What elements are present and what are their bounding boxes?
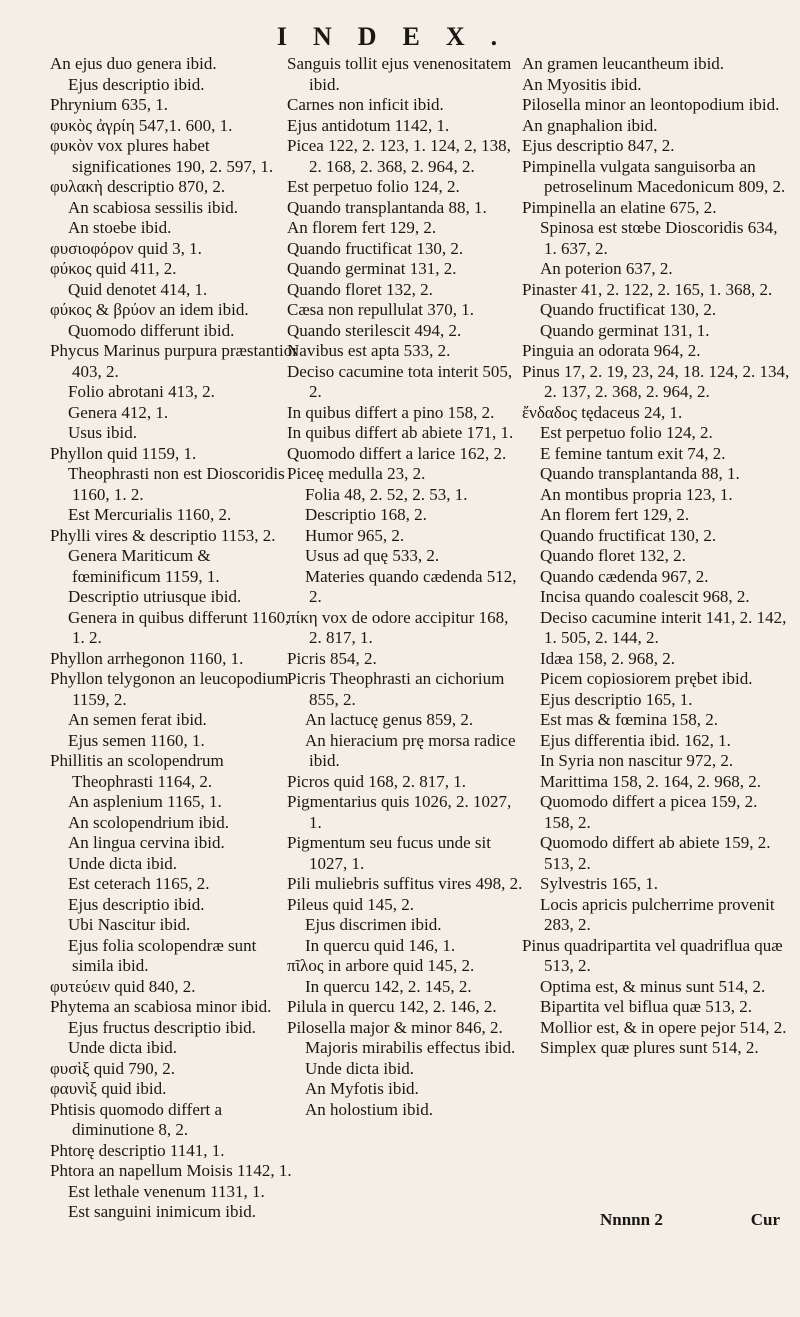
index-entry: Ejus discrimen ibid.	[305, 915, 442, 934]
index-entry: Est perpetuo folio 124, 2.	[287, 177, 460, 196]
index-entry: In Syria non nascitur 972, 2.	[540, 751, 734, 770]
index-entry: Quando fructificat 130, 2.	[540, 525, 717, 545]
index-entry: Phylli vires & descriptio 1153, 2.	[50, 525, 276, 545]
index-entry: Phytema an scabiosa minor ibid.	[50, 997, 272, 1016]
index-entry: Est Mercurialis 1160, 2.	[68, 505, 232, 524]
index-entry: Quando transplantanda 88, 1.	[287, 197, 487, 217]
index-entry: Ejus descriptio 847, 2.	[522, 136, 675, 155]
index-entry: An gramen leucantheum ibid.	[522, 54, 725, 73]
index-entry: An semen ferat ibid.	[68, 710, 207, 729]
index-entry: Est sanguini inimicum ibid.	[68, 1202, 256, 1221]
index-entry: Deciso cacumine interit 141, 2. 142, 1. 505, 2. 144, 2.	[540, 607, 787, 647]
index-entry: Quando cædenda 967, 2.	[540, 566, 709, 586]
index-entry: Ejus descriptio ibid.	[68, 74, 205, 94]
index-entry: Genera 412, 1.	[68, 402, 169, 422]
index-entry: Piceę medulla 23, 2.	[287, 464, 426, 483]
index-entry: Quando sterilescit 494, 2.	[287, 320, 462, 340]
index-entry: An lactucę genus 859, 2.	[305, 710, 474, 729]
index-entry: Quando floret 132, 2.	[540, 546, 686, 565]
index-entry: Incisa quando coalescit 968, 2.	[540, 587, 750, 606]
index-entry: An asplenium 1165, 1.	[68, 792, 222, 811]
index-entry: πίκη vox de odore accipitur 168, 2. 817, 1.	[287, 607, 509, 647]
index-entry: Unde dicta ibid.	[68, 1038, 178, 1057]
index-entry: Ubi Nascitur ibid.	[68, 915, 191, 934]
index-entry: Picem copiosiorem prębet ibid.	[540, 669, 753, 688]
index-entry: Unde dicta ibid.	[68, 853, 178, 873]
index-entry: Pinus 17, 2. 19, 23, 24, 18. 124, 2. 134, 2. 137, 2. 368, 2. 964, 2.	[522, 361, 790, 401]
index-entry: Spinosa est stœbe Dioscoridis 634, 1. 637, 2.	[540, 218, 778, 258]
index-entry: In quercu quid 146, 1.	[305, 935, 456, 955]
index-entry: Ejus semen 1160, 1.	[68, 730, 205, 750]
index-entry: Quando germinat 131, 1.	[540, 320, 710, 340]
index-entry: φυσιοφόρον quid 3, 1.	[50, 238, 202, 258]
index-entry: Mollior est, & in opere pejor 514, 2.	[540, 1017, 787, 1037]
index-entry: In quibus differt ab abiete 171, 1.	[287, 423, 514, 442]
index-entry: Phyllon arrhegonon 1160, 1.	[50, 648, 244, 668]
index-entry: In quibus differt a pino 158, 2.	[287, 402, 495, 422]
index-entry: An holostium ibid.	[305, 1099, 433, 1119]
index-entry: Theophrasti non est Dioscoridis 1160, 1. 2.	[68, 464, 285, 504]
index-entry: Ejus differentia ibid. 162, 1.	[540, 730, 731, 750]
index-column-3	[522, 54, 790, 1059]
index-entry: An hieracium prę morsa radice ibid.	[305, 730, 516, 770]
signature-mark: Nnnnn 2	[600, 1210, 663, 1229]
index-entry: Picris 854, 2.	[287, 648, 377, 668]
page-footer	[600, 1210, 780, 1230]
index-entry: An scolopendrium ibid.	[68, 812, 230, 832]
index-entry: Materies quando cædenda 512, 2.	[305, 566, 517, 606]
index-entry: Genera in quibus differunt 1160, 1. 2.	[68, 607, 290, 647]
index-entry: An ejus duo genera ibid.	[50, 54, 217, 73]
index-entry: Simplex quæ plures sunt 514, 2.	[540, 1038, 759, 1057]
index-entry: An lingua cervina ibid.	[68, 833, 225, 852]
index-entry: Folio abrotani 413, 2.	[68, 382, 215, 401]
index-entry: Picros quid 168, 2. 817, 1.	[287, 771, 466, 791]
index-entry: Pinus quadripartita vel quadriflua quæ 513, 2.	[522, 935, 783, 975]
index-entry: Quando fructificat 130, 2.	[287, 238, 464, 258]
index-entry: Phyllon telygonon an leucopodium 1159, 2.	[50, 669, 289, 709]
index-entry: Unde dicta ibid.	[305, 1058, 415, 1078]
page-header: INDEX.	[276, 22, 524, 51]
index-entry: An Myositis ibid.	[522, 74, 642, 94]
index-entry: ἔνδαδος tędaceus 24, 1.	[522, 402, 683, 422]
index-entry: Sanguis tollit ejus venenositatem ibid.	[287, 54, 512, 94]
index-entry: Ejus descriptio ibid.	[68, 894, 205, 914]
index-entry: Locis apricis pulcherrime provenit 283, 2.	[540, 894, 775, 934]
index-entry: An poterion 637, 2.	[540, 259, 673, 278]
index-entry: Phyllon quid 1159, 1.	[50, 443, 197, 463]
index-entry: Phycus Marinus purpura præstantior 403, 2.	[50, 341, 298, 381]
index-entry: φυλακὴ descriptio 870, 2.	[50, 177, 226, 196]
index-entry: φύκος & βρύον an idem ibid.	[50, 300, 249, 319]
catchword: Cur	[750, 1210, 780, 1229]
index-entry: Pilula in quercu 142, 2. 146, 2.	[287, 997, 497, 1016]
index-entry: Ejus folia scolopendræ sunt simila ibid.	[68, 935, 257, 975]
index-entry: Picea 122, 2. 123, 1. 124, 2, 138, 2. 168, 2. 368, 2. 964, 2.	[287, 136, 511, 176]
index-entry: πῖλος in arbore quid 145, 2.	[287, 956, 475, 975]
index-entry: Deciso cacumine tota interit 505, 2.	[287, 361, 513, 401]
index-entry: Phtora an napellum Moisis 1142, 1.	[50, 1161, 292, 1180]
index-entry: φαυνὶξ quid ibid.	[50, 1079, 167, 1098]
index-entry: Descriptio 168, 2.	[305, 505, 427, 524]
index-entry: Phtorę descriptio 1141, 1.	[50, 1140, 225, 1160]
index-entry: An Myfotis ibid.	[305, 1079, 419, 1098]
index-entry: φυκὸς ἀγρίη 547,1. 600, 1.	[50, 115, 233, 135]
index-entry: Phillitis an scolopendrum Theophrasti 1164, 2.	[50, 751, 224, 791]
index-entry: Quando fructificat 130, 2.	[540, 300, 717, 319]
index-entry: Idæa 158, 2. 968, 2.	[540, 648, 676, 668]
index-entry: Pigmentarius quis 1026, 2. 1027, 1.	[287, 792, 512, 832]
index-entry: Quando germinat 131, 2.	[287, 259, 457, 278]
index-entry: Usus ibid.	[68, 423, 137, 442]
index-entry: Pilosella major & minor 846, 2.	[287, 1017, 503, 1037]
index-entry: Sylvestris 165, 1.	[540, 874, 659, 893]
index-entry: Quomodo differt a picea 159, 2. 158, 2.	[540, 792, 758, 832]
index-entry: Est lethale venenum 1131, 1.	[68, 1181, 265, 1201]
index-entry: Quomodo differt ab abiete 159, 2. 513, 2.	[540, 833, 771, 873]
index-entry: Est mas & fœmina 158, 2.	[540, 710, 719, 729]
index-entry: Pili muliebris suffitus vires 498, 2.	[287, 874, 523, 893]
index-entry: Est ceterach 1165, 2.	[68, 874, 210, 893]
index-entry: E femine tantum exit 74, 2.	[540, 443, 726, 463]
index-entry: Pinguia an odorata 964, 2.	[522, 341, 701, 360]
index-entry: Ejus antidotum 1142, 1.	[287, 115, 450, 135]
index-entry: Marittima 158, 2. 164, 2. 968, 2.	[540, 771, 761, 791]
index-entry: An florem fert 129, 2.	[540, 505, 690, 524]
index-entry: Navibus est apta 533, 2.	[287, 341, 451, 360]
index-entry: Folia 48, 2. 52, 2. 53, 1.	[305, 484, 468, 504]
index-entry: Descriptio utriusque ibid.	[68, 587, 242, 606]
index-entry: An stoebe ibid.	[68, 218, 172, 237]
index-entry: Humor 965, 2.	[305, 525, 405, 545]
index-entry: φυτεύειν quid 840, 2.	[50, 976, 196, 996]
index-entry: An montibus propria 123, 1.	[540, 484, 733, 504]
index-entry: Est perpetuo folio 124, 2.	[540, 423, 713, 442]
index-entry: Quomodo differt a larice 162, 2.	[287, 443, 507, 463]
index-entry: Phtisis quomodo differt a diminutione 8, 2.	[50, 1099, 223, 1139]
index-entry: Ejus fructus descriptio ibid.	[68, 1017, 256, 1037]
index-column-2	[287, 54, 525, 1120]
index-entry: Pimpinella an elatine 675, 2.	[522, 197, 717, 217]
index-entry: An florem fert 129, 2.	[287, 218, 437, 237]
index-entry: Usus ad quę 533, 2.	[305, 546, 440, 565]
index-entry: Pigmentum seu fucus unde sit 1027, 1.	[287, 833, 491, 873]
index-entry: An scabiosa sessilis ibid.	[68, 197, 238, 217]
index-entry: Pilosella minor an leontopodium ibid.	[522, 95, 780, 114]
index-entry: Quando floret 132, 2.	[287, 279, 433, 299]
index-entry: Phrynium 635, 1.	[50, 95, 169, 114]
index-entry: Quomodo differunt ibid.	[68, 320, 235, 340]
index-entry: Quando transplantanda 88, 1.	[540, 464, 740, 483]
index-entry: Genera Mariticum & fœminificum 1159, 1.	[68, 546, 220, 586]
index-entry: Carnes non inficit ibid.	[287, 95, 444, 114]
index-entry: In quercu 142, 2. 145, 2.	[305, 976, 472, 996]
index-entry: Cæsa non repullulat 370, 1.	[287, 300, 474, 319]
index-entry: Optima est, & minus sunt 514, 2.	[540, 976, 766, 996]
index-entry: Quid denotet 414, 1.	[68, 279, 208, 299]
index-entry: Pinaster 41, 2. 122, 2. 165, 1. 368, 2.	[522, 279, 773, 299]
index-entry: Ejus descriptio 165, 1.	[540, 689, 693, 709]
index-entry: Pileus quid 145, 2.	[287, 894, 415, 914]
index-entry: Bipartita vel biflua quæ 513, 2.	[540, 997, 752, 1016]
index-entry: Picris Theophrasti an cichorium 855, 2.	[287, 669, 505, 709]
index-entry: An gnaphalion ibid.	[522, 115, 658, 135]
index-entry: Pimpinella vulgata sanguisorba an petroselinum Macedonicum 809, 2.	[522, 156, 786, 196]
index-entry: φύκος quid 411, 2.	[50, 259, 177, 278]
index-entry: Majoris mirabilis effectus ibid.	[305, 1038, 516, 1057]
index-entry: φυσὶξ quid 790, 2.	[50, 1058, 176, 1078]
index-column-1	[50, 54, 298, 1223]
index-entry: φυκὸν vox plures habet significationes 190, 2. 597, 1.	[50, 136, 274, 176]
